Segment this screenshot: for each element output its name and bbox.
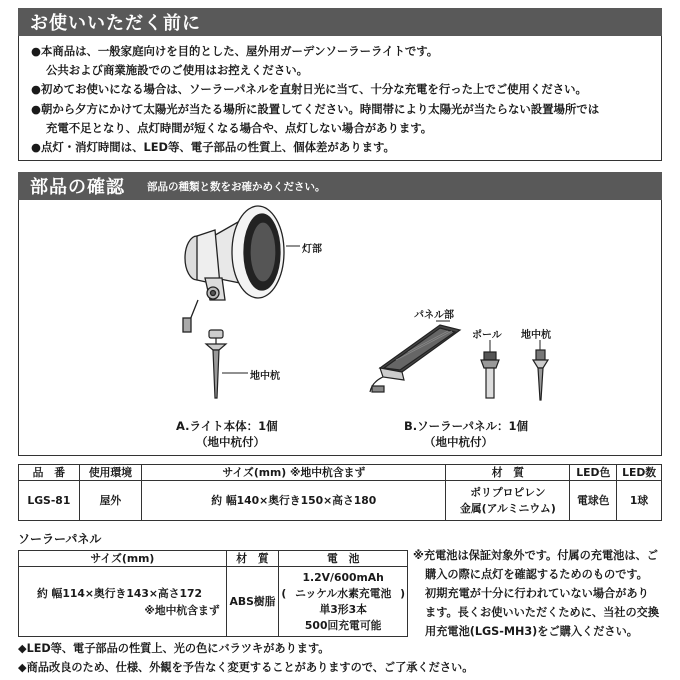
cell-size: 約 幅140×奥行き150×高さ180	[142, 481, 446, 521]
spec-table	[18, 464, 662, 521]
header-panel-material: 材 質	[226, 551, 279, 567]
cell-led-color: 電球色	[570, 481, 617, 521]
caption-solar-panel: B.ソーラーパネル：1個 （地中杭付）	[404, 419, 529, 449]
panel-table-title: ソーラーパネル	[18, 532, 102, 546]
ground-stake-icon	[206, 330, 226, 398]
footnote-led: ◆LED等、電子部品の性質上、光の色にバラツキがあります。	[18, 642, 330, 655]
label-lamp: 灯部	[302, 244, 322, 255]
header-led-count: LED数	[617, 465, 662, 481]
label-panel: パネル部	[414, 310, 454, 321]
label-stake-b: 地中杭	[521, 330, 551, 341]
cell-model: LGS-81	[19, 481, 80, 521]
label-pole: ポール	[472, 330, 502, 341]
ground-stake-icon	[533, 350, 548, 400]
cell-material: ポリプロピレン 金属(アルミニウム)	[446, 481, 570, 521]
cell-panel-size: 約 幅114×奥行き143×高さ172 ※地中杭含まず	[19, 567, 227, 637]
header-model: 品 番	[19, 465, 80, 481]
section-title: お使いいただく前に	[30, 13, 201, 34]
caption-light-body: A.ライト本体：1個 （地中杭付）	[176, 419, 278, 449]
pole-icon	[481, 352, 499, 398]
bullet-item: ●初めてお使いになる場合は、ソーラーパネルを直射日光に当て、十分な充電を行った上でご使用ください。	[31, 82, 587, 97]
header-size: サイズ(mm) ※地中杭含まず	[142, 465, 446, 481]
light-body-icon	[183, 206, 284, 332]
header-env: 使用環境	[79, 465, 141, 481]
bullet-item: ●本商品は、一般家庭向けを目的とした、屋外用ガーデンソーラーライトです。 公共および商業施設でのご使用はお控えください。	[31, 44, 439, 78]
header-panel-size: サイズ(mm)	[19, 551, 227, 567]
cell-panel-material: ABS樹脂	[226, 567, 279, 637]
footnote-spec-change: ◆商品改良のため、仕様、外観を予告なく変更することがありますので、ご了承ください。	[18, 661, 474, 674]
cell-led-count: 1球	[617, 481, 662, 521]
header-battery: 電 池	[279, 551, 408, 567]
header-material: 材 質	[446, 465, 570, 481]
header-led-color: LED色	[570, 465, 617, 481]
cell-battery: 1.2V/600mAh ( ニッケル水素充電池 ) 単3形3本 500回充電可能	[279, 567, 408, 637]
label-stake-a: 地中杭	[250, 371, 280, 382]
panel-spec-table	[18, 550, 408, 637]
bullet-item: ●点灯・消灯時間は、LED等、電子部品の性質上、個体差があります。	[31, 140, 395, 155]
bullet-item: ●朝から夕方にかけて太陽光が当たる場所に設置してください。時間帯により太陽光が当たらない設置場所では 充電不足となり、点灯時間が短くなる場合や、点灯しない場合があります。	[31, 101, 600, 135]
cell-env: 屋外	[79, 481, 141, 521]
solar-panel-icon	[370, 325, 460, 392]
section-subtitle: 部品の種類と数をお確かめください。	[147, 180, 326, 193]
battery-note: ※充電池は保証対象外です。付属の充電池は、ご 購入の際に点灯を確認するためのものです。 初期充電が十分に行われていない場合があり ます。長くお使いいただくために、当社の交換 用充電池(LGS-MH3)をご購入ください。	[413, 549, 660, 638]
section-title: 部品の確認	[30, 177, 125, 198]
